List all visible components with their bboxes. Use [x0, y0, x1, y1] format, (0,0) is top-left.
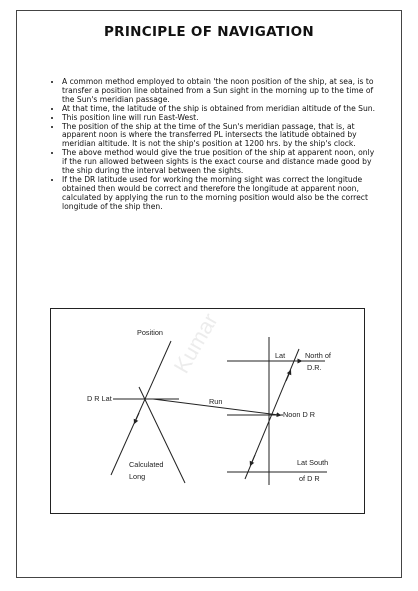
- bullet-item: • A common method employed to obtain 'the noon position of the ship, at sea, is to transfer a position line obtained from a Sun sight in the morning up to the time of the Sun's meridian passage.: [62, 78, 380, 105]
- lat-south-label-1: Lat South: [297, 458, 329, 467]
- transferred-pl-arrow-down: [251, 455, 255, 464]
- lat-north-label-1: Lat: [275, 351, 286, 360]
- diagram-canvas: [51, 309, 366, 515]
- morning-position-line: [111, 341, 171, 475]
- position-line-arrow: [135, 413, 139, 422]
- watermark-text: Kumar: [168, 309, 223, 378]
- lat-north-label-3: D.R.: [307, 363, 322, 372]
- lat-south-label-2: of D R: [299, 474, 320, 483]
- calculated-long-label-1: Calculated: [129, 460, 164, 469]
- noon-dr-label: Noon D R: [283, 410, 316, 419]
- bullet-item: • At that time, the latitude of the ship is obtained from meridian altitude of the Sun.: [62, 105, 380, 114]
- page-title: PRINCIPLE OF NAVIGATION: [103, 24, 315, 40]
- bullet-item: • The position of the ship at the time of the Sun's meridian passage, that is, at apparent noon is where the transferred PL intersects the latitude obtained by meridian altitude. It is not the ship's position at 1200 hrs. by the ship's clock.: [62, 123, 380, 150]
- navigation-diagram: [50, 308, 365, 514]
- transferred-pl-arrow-up: [286, 372, 290, 381]
- bullet-item: • This position line will run East-West.: [62, 114, 380, 123]
- calculated-long-label-2: Long: [129, 472, 146, 481]
- lat-north-label-2: North of: [305, 351, 331, 360]
- bullet-item: • The above method would give the true position of the ship at apparent noon, only if the run allowed between sights is the exact course and distance made good by the ship during the interval between the sights.: [62, 149, 380, 176]
- position-label: Position: [137, 328, 163, 337]
- dr-lat-label: D R Lat: [87, 394, 112, 403]
- run-label: Run: [209, 397, 223, 406]
- bullet-list: [46, 78, 380, 212]
- bullet-item: • If the DR latitude used for working the morning sight was correct the longitude obtained then would be correct and therefore the longitude at apparent noon, calculated by applying the run to the morning position would also be the correct longitude of the ship then.: [62, 176, 380, 212]
